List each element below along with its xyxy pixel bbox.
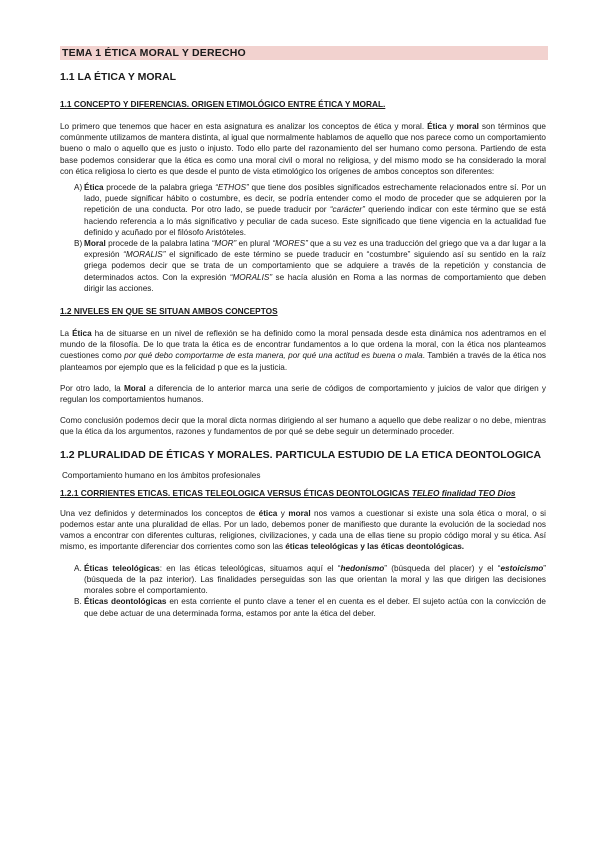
list-item-a: A) Ética procede de la palabra griega “ETHOS” que tiene dos posibles significados estrechamente relacionados entre sí. Por un lado, puede significar hábito o costumbre, es decir, se podría entender como el modo de proceder que se adquieren por la repetición de una conducta. Por otro lado, se puede traducir por “carácter” queriendo indicar con este término que se está haciendo referencia a lo más significativo y peculiar de cada suceso. Este significado que tiene vigencia en la actualidad fue definido y acuñado por el filósofo Aristóteles. [60,182,546,238]
document-body [60,66,546,619]
list-item-a: A. Éticas teleológicas: en las éticas teleológicas, situamos aquí el “hedonismo” (búsqueda del placer) y el “estoicismo” (búsqueda de la paz interior). Las finalidades perseguidas son las que orientan la moral y las que dirigen las decisiones morales sobre el comportamiento. [60,563,546,597]
subsection-heading-1-2: 1.2 NIVELES EN QUE SE SITUAN AMBOS CONCEPTOS [60,306,278,317]
paragraph: Como conclusión podemos decir que la moral dicta normas dirigiendo al ser humano a aquello que debe realizar o no debe, mientras que la ética da los argumentos, razones y fundamentos de por qué se debe seguir un determinado proceder. [60,416,546,437]
list-item-b: B) Moral procede de la palabra latina “MOR” en plural “MORES” que a su vez es una traducción del griego que va a dar lugar a la expresión “MORALIS” el significado de este término se puede traducir en “costumbre” siguiendo así su sentido en la raíz griega podemos decir que se trata de un comportamiento que se adquiere a través de la repetición y constancia de determinados actos. Con la expresión “MORALIS” se hacía alusión en Roma a las normas de comportamiento que deben dirigir las acciones. [60,238,546,294]
section-heading-1-2: 1.2 PLURALIDAD DE ÉTICAS Y MORALES. PARTICULA ESTUDIO DE LA ETICA DEONTOLOGICA [60,448,542,461]
subsection-heading-1-2-1: 1.2.1 CORRIENTES ETICAS. ETICAS TELEOLOGICA VERSUS ÉTICAS DEONTOLOGICAS TELEO finalidad TEO Dios [60,487,516,498]
paragraph: Una vez definidos y determinados los conceptos de ética y moral nos vamos a cuestionar si existe una sola ética o moral, o si podemos estar ante una pluralidad de ellas. Por un lado, debemos poner de manifiesto que durante la evolución de la sociedad nos vamos a encontrar con diferentes culturas, religiones, civilizaciones, y cada una de ellas tiene su propio código moral y su ética. Así mismo, es importante diferenciar dos corrientes como son las éticas teleológicas y las éticas deontológicas. [60,508,546,552]
list-marker: B) [74,239,83,249]
list-marker: B. [74,597,82,607]
document-title: TEMA 1 ÉTICA MORAL Y DERECHO [60,46,548,60]
list-marker: A) [74,183,83,193]
list-item-b: B. Éticas deontológicas en esta corriente el punto clave a tener el en cuenta es el deber. El sujeto actúa con la convicción de que debe actuar de una determinada forma, estamos por ante la ética del deber. [60,596,546,618]
paragraph: Por otro lado, la Moral a diferencia de lo anterior marca una serie de códigos de comportamiento y juicios de valor que dirigen y regulan los comportamientos humanos. [60,383,547,405]
section-heading-1-1: 1.1 LA ÉTICA Y MORAL [60,71,177,83]
paragraph: Lo primero que tenemos que hacer en esta asignatura es analizar los conceptos de ética y moral. Ética y moral son términos que comúnmente utilizamos de mantera distinta, al igual que normalmente hablamos de aquello que nos parece como un comportamiento bueno o malo o aquello que es justo o injusto. Todo ello parte del razonamiento del ser humano como persona. Partiendo de esta base podemos considerar que la ética es como una moral civil o moral no religiosa, y del mismo modo se ha considerado la moral con ética religiosa lo cierto es que desde el punto de vista etimológico los orígenes de ambos conceptos son diferentes: [60,122,546,176]
paragraph: Comportamiento humano en los ámbitos profesionales [62,470,261,480]
paragraph: La Ética ha de situarse en un nivel de reflexión se ha definido como la moral pensada desde esta dinámica nos adentramos en el mundo de la filosofía. De lo que trata la ética es de encontrar fundamentos a lo que ordena la moral, con la ética nos planteamos cuestiones como por qué debo comportarme de esta manera, por qué una actitud es buena o mala. También a través de la ética nos planteamos por ejemplo que es la felicidad p que es la justicia. [60,329,546,372]
subsection-heading-1-1: 1.1 CONCEPTO Y DIFERENCIAS. ORIGEN ETIMOLÓGICO ENTRE ÉTICA Y MORAL. [60,99,386,109]
list-marker: A. [74,563,82,573]
